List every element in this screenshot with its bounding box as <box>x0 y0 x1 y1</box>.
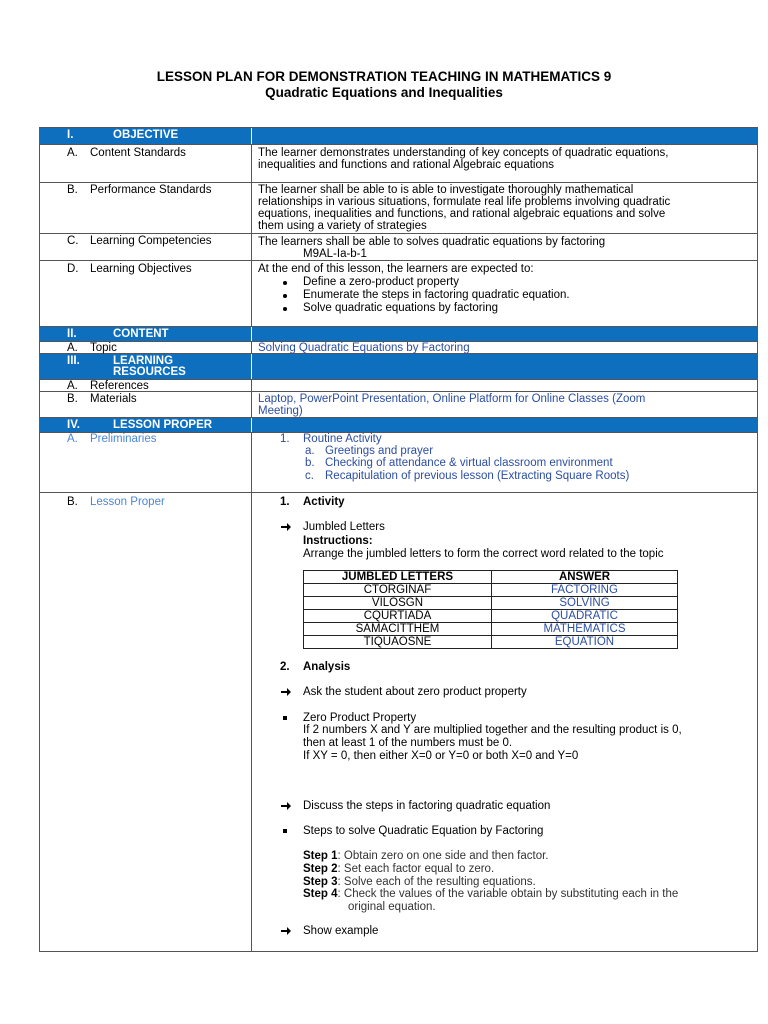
answer-cell: MATHEMATICS <box>492 623 678 636</box>
step-line <box>303 850 549 863</box>
learning-competencies-text: The learners shall be able to solves quadratic equations by factoring <box>258 236 606 248</box>
jumbled-cell: VILOSGN <box>304 597 492 610</box>
item-letter: B. <box>67 393 78 405</box>
references-label: References <box>90 380 149 392</box>
step-label: Step 2 <box>303 863 338 875</box>
item-letter: A. <box>67 147 78 159</box>
performance-standards-text: relationships in various situations, formulate real life problems involving quadratic <box>258 196 671 208</box>
routine-letter: c. <box>305 470 314 482</box>
section-lesson-label: LESSON PROPER <box>113 419 213 431</box>
table-row <box>304 584 678 597</box>
step-text: : Set each factor equal to zero. <box>337 863 495 875</box>
materials-value: Laptop, PowerPoint Presentation, Online Platform for Online Classes (Zoom <box>258 393 646 405</box>
answer-cell: FACTORING <box>492 584 678 597</box>
performance-standards-text: The learner shall be able to is able to investigate thoroughly mathematical <box>258 184 634 196</box>
jumbled-letters-table <box>303 570 678 649</box>
jumbled-cell: CTORGINAF <box>304 584 492 597</box>
objective-item: Solve quadratic equations by factoring <box>303 302 498 314</box>
section-objective-label: OBJECTIVE <box>113 129 179 141</box>
band-divider <box>251 327 252 341</box>
zpp-text: If 2 numbers X and Y are multiplied together and the resulting product is 0, <box>303 724 682 736</box>
topic-value: Solving Quadratic Equations by Factoring <box>258 342 470 354</box>
step-label: Step 1 <box>303 850 338 862</box>
answer-cell: EQUATION <box>492 636 678 649</box>
arrow-right-icon <box>280 800 292 812</box>
table-row <box>304 636 678 649</box>
column-divider <box>251 127 252 952</box>
item-letter: B. <box>67 496 78 508</box>
document-title: LESSON PLAN FOR DEMONSTRATION TEACHING IN MATHEMATICS 9 <box>156 69 612 84</box>
answer-cell: QUADRATIC <box>492 610 678 623</box>
routine-letter: b. <box>305 457 315 469</box>
item-letter: D. <box>67 263 79 275</box>
section-number: III. <box>67 355 80 367</box>
section-number: IV. <box>67 419 81 431</box>
section-number: II. <box>67 328 77 340</box>
step-text-cont: original equation. <box>348 901 436 913</box>
competency-code: M9AL-Ia-b-1 <box>303 248 367 260</box>
zpp-title: Zero Product Property <box>303 712 417 724</box>
preliminaries-label: Preliminaries <box>90 433 157 445</box>
objective-item: Define a zero-product property <box>303 276 459 288</box>
content-standards-text: The learner demonstrates understanding of key concepts of quadratic equations, <box>258 147 669 159</box>
row-line <box>39 144 758 145</box>
jumbled-cell: TIQUAOSNE <box>304 636 492 649</box>
table-header: ANSWER <box>492 571 678 584</box>
row-line <box>39 182 758 183</box>
band-divider <box>251 354 252 379</box>
square-bullet-icon <box>283 829 287 833</box>
jumbled-cell: SAMACITTHEM <box>304 623 492 636</box>
materials-label: Materials <box>90 393 137 405</box>
routine-number: 1. <box>280 433 290 445</box>
bullet-icon <box>283 281 287 285</box>
ask-text: Ask the student about zero product property <box>303 686 527 698</box>
topic-label: Topic <box>90 342 117 354</box>
analysis-label: Analysis <box>303 661 351 673</box>
content-standards-label: Content Standards <box>90 147 186 159</box>
section-resources-label: RESOURCES <box>113 366 186 378</box>
objective-item: Enumerate the steps in factoring quadratic equation. <box>303 289 570 301</box>
answer-cell: SOLVING <box>492 597 678 610</box>
routine-item: Greetings and prayer <box>325 445 434 457</box>
routine-item: Recapitulation of previous lesson (Extracting Square Roots) <box>325 470 630 482</box>
discuss-text: Discuss the steps in factoring quadratic equation <box>303 800 551 812</box>
step-line <box>303 888 678 901</box>
table-header: JUMBLED LETTERS <box>304 571 492 584</box>
routine-activity-label: Routine Activity <box>303 433 382 445</box>
learning-competencies-label: Learning Competencies <box>90 235 212 247</box>
performance-standards-text: equations, inequalities and functions, and rational algebraic equations and solve <box>258 208 666 220</box>
step-label: Step 3 <box>303 876 338 888</box>
performance-standards-text: them using a variety of strategies <box>258 220 427 232</box>
step-label: Step 4 <box>303 888 338 900</box>
arrow-right-icon <box>280 925 292 937</box>
step-text: : Check the values of the variable obtain by substituting each in the <box>337 888 679 900</box>
steps-title: Steps to solve Quadratic Equation by Factoring <box>303 825 544 837</box>
row-line <box>39 492 758 493</box>
table-row <box>304 597 678 610</box>
lesson-proper-label: Lesson Proper <box>90 496 165 508</box>
step-text: : Obtain zero on one side and then factor. <box>337 850 549 862</box>
zpp-text: then at least 1 of the numbers must be 0. <box>303 737 513 749</box>
step-text: : Solve each of the resulting equations. <box>337 876 536 888</box>
routine-item: Checking of attendance & virtual classroom environment <box>325 457 613 469</box>
document-subtitle: Quadratic Equations and Inequalities <box>265 85 503 100</box>
row-line <box>39 260 758 261</box>
section-content-label: CONTENT <box>113 328 169 340</box>
bullet-icon <box>283 307 287 311</box>
table-row <box>304 610 678 623</box>
performance-standards-label: Performance Standards <box>90 184 212 196</box>
item-letter: C. <box>67 235 79 247</box>
step-line <box>303 863 494 876</box>
table-row <box>304 623 678 636</box>
instructions-text: Arrange the jumbled letters to form the correct word related to the topic <box>303 548 664 560</box>
analysis-number: 2. <box>280 661 290 673</box>
activity-number: 1. <box>280 496 290 508</box>
band-divider <box>251 418 252 432</box>
section-resources-label: LEARNING <box>113 355 174 367</box>
bullet-icon <box>283 294 287 298</box>
content-standards-text: inequalities and functions and rational Algebraic equations <box>258 159 555 171</box>
materials-value: Meeting) <box>258 405 303 417</box>
item-letter: B. <box>67 184 78 196</box>
item-letter: A. <box>67 380 78 392</box>
row-line <box>39 417 758 418</box>
learning-objectives-intro: At the end of this lesson, the learners are expected to: <box>258 263 534 275</box>
square-bullet-icon <box>283 716 287 720</box>
show-example-text: Show example <box>303 925 379 937</box>
row-line <box>39 233 758 234</box>
section-number: I. <box>67 129 74 141</box>
item-letter: A. <box>67 433 78 445</box>
jumbled-letters-label: Jumbled Letters <box>303 521 385 533</box>
jumbled-cell: CQURTIADA <box>304 610 492 623</box>
arrow-right-icon <box>280 686 292 698</box>
item-letter: A. <box>67 342 78 354</box>
activity-label: Activity <box>303 496 345 508</box>
learning-objectives-label: Learning Objectives <box>90 263 192 275</box>
zpp-text: If XY = 0, then either X=0 or Y=0 or both X=0 and Y=0 <box>303 750 579 762</box>
band-divider <box>251 128 252 144</box>
row-line <box>39 326 758 327</box>
arrow-right-icon <box>280 521 292 533</box>
instructions-label: Instructions: <box>303 535 373 547</box>
routine-letter: a. <box>305 445 315 457</box>
